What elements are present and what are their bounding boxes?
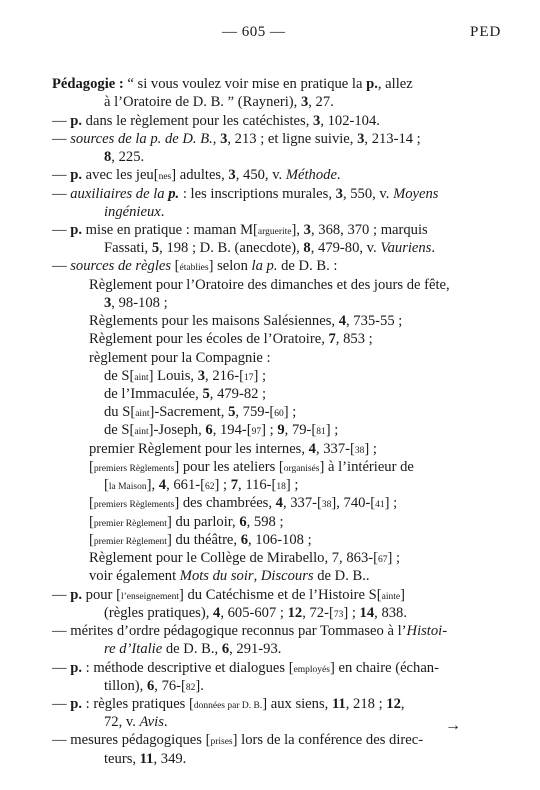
text-line: (règles pratiques), 4, 605-607 ; 12, 72-[73] ; 14, 838. (104, 605, 407, 621)
text-line: tillon), 6, 76-[82]. (104, 678, 204, 694)
text-line: Règlements pour les maisons Salésiennes, 4, 735-55 ; (89, 313, 403, 329)
text-line: — p. pour [l’enseignement] du Catéchisme et de l’Histoire S[ainte] (52, 587, 405, 603)
text-line: de S[aint]-Joseph, 6, 194-[97] ; 9, 79-[81] ; (104, 422, 339, 438)
text-line: 8, 225. (104, 149, 145, 165)
text-line: — p. avec les jeu[nes] adultes, 3, 450, v. Méthode. (52, 167, 341, 183)
text-line: — p. mise en pratique : maman M[arguerite], 3, 368, 370 ; marquis (52, 222, 428, 238)
text-line: de l’Immaculée, 5, 479-82 ; (104, 386, 267, 402)
entry-heading: Pédagogie : “ si vous voulez voir mise en pratique la p., allez (52, 76, 413, 92)
text-line: Règlement pour les écoles de l’Oratoire, 7, 853 ; (89, 331, 373, 347)
text-line: ingénieux. (104, 204, 165, 220)
text-line: re d’Italie de D. B., 6, 291-93. (104, 641, 282, 657)
text-line: — p. dans le règlement pour les catéchistes, 3, 102-104. (52, 113, 380, 129)
text-line: teurs, 11, 349. (104, 751, 187, 767)
text-line: — p. : règles pratiques [données par D. B.] aux siens, 11, 218 ; 12, (52, 696, 405, 712)
continue-arrow-icon: → (445, 717, 461, 734)
page-header (0, 24, 540, 44)
text-line: voir également Mots du soir, Discours de D. B.. (89, 568, 370, 584)
text-line: Règlement pour le Collège de Mirabello, 7, 863-[67] ; (89, 550, 401, 566)
text-line: [premiers Règlements] des chambrées, 4, 337-[38], 740-[41] ; (89, 495, 398, 511)
text-line: 3, 98-108 ; (104, 295, 168, 311)
text-line: [premiers Règlements] pour les ateliers [organisés] à l’intérieur de (89, 459, 414, 475)
text-line: premier Règlement pour les internes, 4, 337-[38] ; (89, 441, 377, 457)
text-line: [premier Règlement] du parloir, 6, 598 ; (89, 514, 284, 530)
text-line: — mesures pédagogiques [prises] lors de la conférence des direc- (52, 732, 424, 748)
text-line: — sources de règles [établies] selon la p. de D. B. : (52, 258, 338, 274)
text-line: — sources de la p. de D. B., 3, 213 ; et ligne suivie, 3, 213-14 ; (52, 131, 421, 147)
text-line: Règlement pour l’Oratoire des dimanches et des jours de fête, (89, 277, 450, 293)
page-number: — 605 — (222, 24, 286, 40)
text-line: de S[aint] Louis, 3, 216-[17] ; (104, 368, 267, 384)
text-line: Fassati, 5, 198 ; D. B. (anecdote), 8, 479-80, v. Vauriens. (104, 240, 436, 256)
text-line: règlement pour la Compagnie : (89, 350, 271, 366)
text-line: — p. : méthode descriptive et dialogues [employés] en chaire (échan- (52, 660, 439, 676)
running-head: PED (470, 24, 502, 40)
text-line: — auxiliaires de la p. : les inscriptions murales, 3, 550, v. Moyens (52, 186, 439, 202)
text-line: à l’Oratoire de D. B. ” (Rayneri), 3, 27. (104, 94, 334, 110)
text-line: 72, v. Avis. (104, 714, 168, 730)
text-line: [la Maison], 4, 661-[62] ; 7, 116-[18] ; (104, 477, 299, 493)
text-line: du S[aint]-Sacrement, 5, 759-[60] ; (104, 404, 297, 420)
text-line: [premier Règlement] du théâtre, 6, 106-108 ; (89, 532, 312, 548)
text-line: — mérites d’ordre pédagogique reconnus par Tommaseo à l’Histoi- (52, 623, 448, 639)
